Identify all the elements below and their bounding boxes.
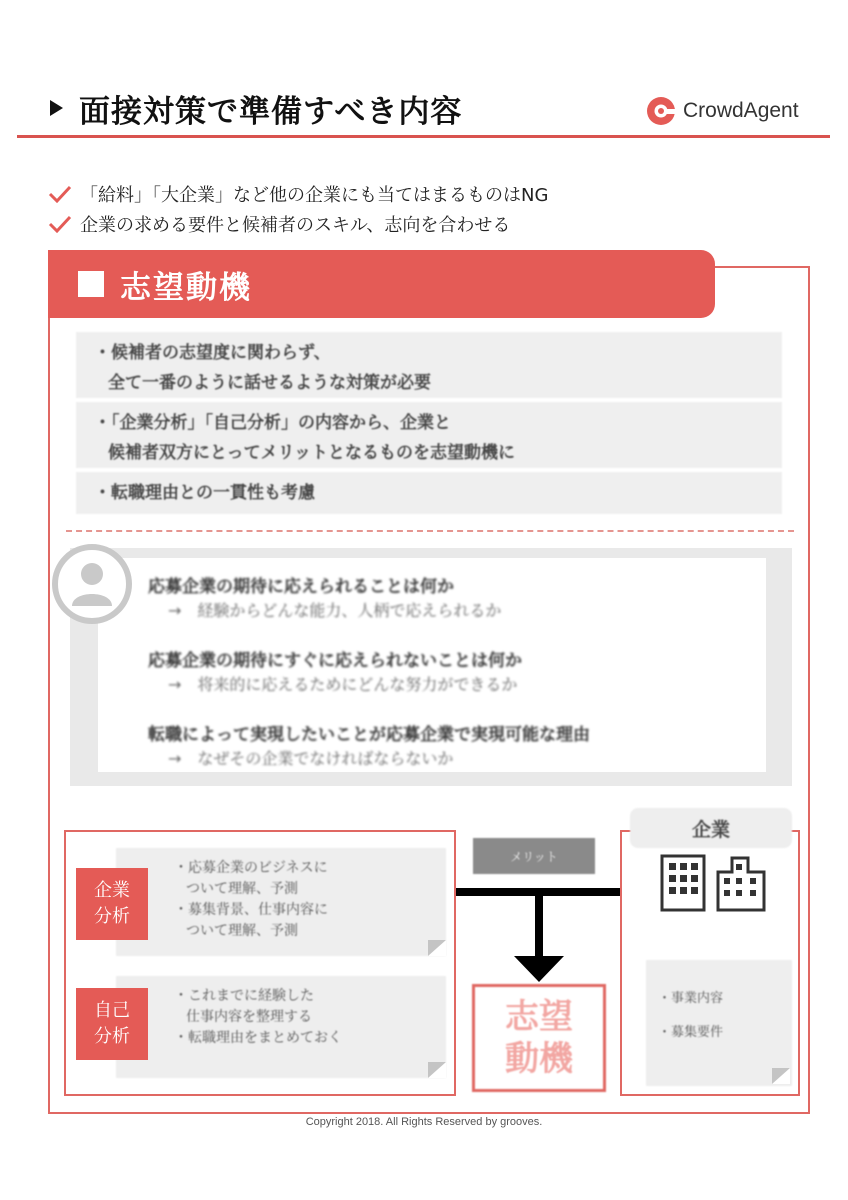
company-title: 企業	[630, 808, 792, 848]
question-title: 応募企業の期待にすぐに応えられないことは何か	[148, 651, 522, 671]
triangle-bullet-icon	[50, 100, 63, 116]
point-line: 全て一番のように話せるような対策が必要	[108, 373, 431, 393]
header-divider	[17, 135, 830, 138]
page-fold-icon	[772, 1068, 790, 1084]
self-analysis-note	[116, 976, 446, 1078]
page-fold-icon	[428, 1062, 446, 1078]
tag-line: 企業	[94, 880, 130, 901]
down-arrow-icon	[456, 880, 622, 984]
tag-line: 分析	[94, 906, 130, 927]
company-analysis-note	[116, 848, 446, 956]
crowdagent-logo-icon	[645, 95, 677, 127]
point-row-1	[76, 332, 782, 398]
question-title: 転職によって実現したいことが応募企業で実現可能な理由	[148, 725, 590, 745]
note-line: ・事業内容	[658, 991, 724, 1006]
check-text: 企業の求める要件と候補者のスキル、志向を合わせる	[80, 215, 511, 236]
person-avatar-icon	[52, 544, 132, 624]
note-line: ・募集背景、仕事内容に	[174, 902, 328, 918]
result-line: 動機	[505, 1039, 573, 1079]
note-line: 仕事内容を整理する	[186, 1009, 312, 1025]
page-title-row	[50, 86, 462, 130]
merit-label: メリット	[473, 838, 595, 874]
building-icon	[660, 854, 768, 912]
point-row-3	[76, 472, 782, 514]
section-title: 志望動機	[120, 269, 252, 306]
question-sub: → なぜその企業でなければならないか	[168, 749, 454, 768]
tag-line: 分析	[94, 1026, 130, 1047]
note-line: ・募集要件	[658, 1025, 724, 1040]
note-line: ・これまでに経験した	[174, 988, 314, 1004]
checkmark-icon	[48, 185, 72, 203]
self-analysis-tag	[76, 988, 148, 1060]
page-title: 面接対策で準備すべき内容	[79, 93, 463, 130]
point-row-2	[76, 402, 782, 468]
checkmark-icon	[48, 215, 72, 233]
note-line: ・転職理由をまとめておく	[174, 1030, 342, 1046]
check-text: 「給料」「大企業」など他の企業にも当てはまるものはNG	[80, 185, 549, 206]
result-box	[472, 984, 606, 1092]
note-line: ついて理解、予測	[186, 881, 298, 897]
result-line: 志望	[505, 997, 573, 1037]
question-sub: → 将来的に応えるためにどんな努力ができるか	[168, 675, 518, 694]
company-note	[646, 960, 792, 1086]
copyright: Copyright 2018. All Rights Reserved by grooves.	[305, 1116, 543, 1128]
company-analysis-tag	[76, 868, 148, 940]
section-banner	[48, 250, 715, 318]
brand-name: CrowdAgent	[683, 99, 799, 122]
note-line: ・応募企業のビジネスに	[174, 860, 328, 876]
point-line: 候補者双方にとってメリットとなるものを志望動機に	[108, 443, 515, 463]
square-bullet-icon	[78, 271, 104, 297]
question-sub: → 経験からどんな能力、人柄で応えられるか	[168, 601, 502, 620]
check-item-1	[48, 181, 548, 207]
dashed-divider	[66, 530, 794, 532]
point-line: ・転職理由との一貫性も考慮	[94, 483, 315, 503]
point-line: ・候補者の志望度に関わらず、	[94, 343, 331, 363]
page-fold-icon	[428, 940, 446, 956]
tag-line: 自己	[94, 1000, 130, 1021]
point-line: ・「企業分析」「自己分析」の内容から、企業と	[94, 413, 451, 433]
check-item-2	[48, 211, 510, 237]
brand-logo	[645, 93, 799, 129]
question-title: 応募企業の期待に応えられることは何か	[148, 577, 454, 597]
note-line: ついて理解、予測	[186, 923, 298, 939]
